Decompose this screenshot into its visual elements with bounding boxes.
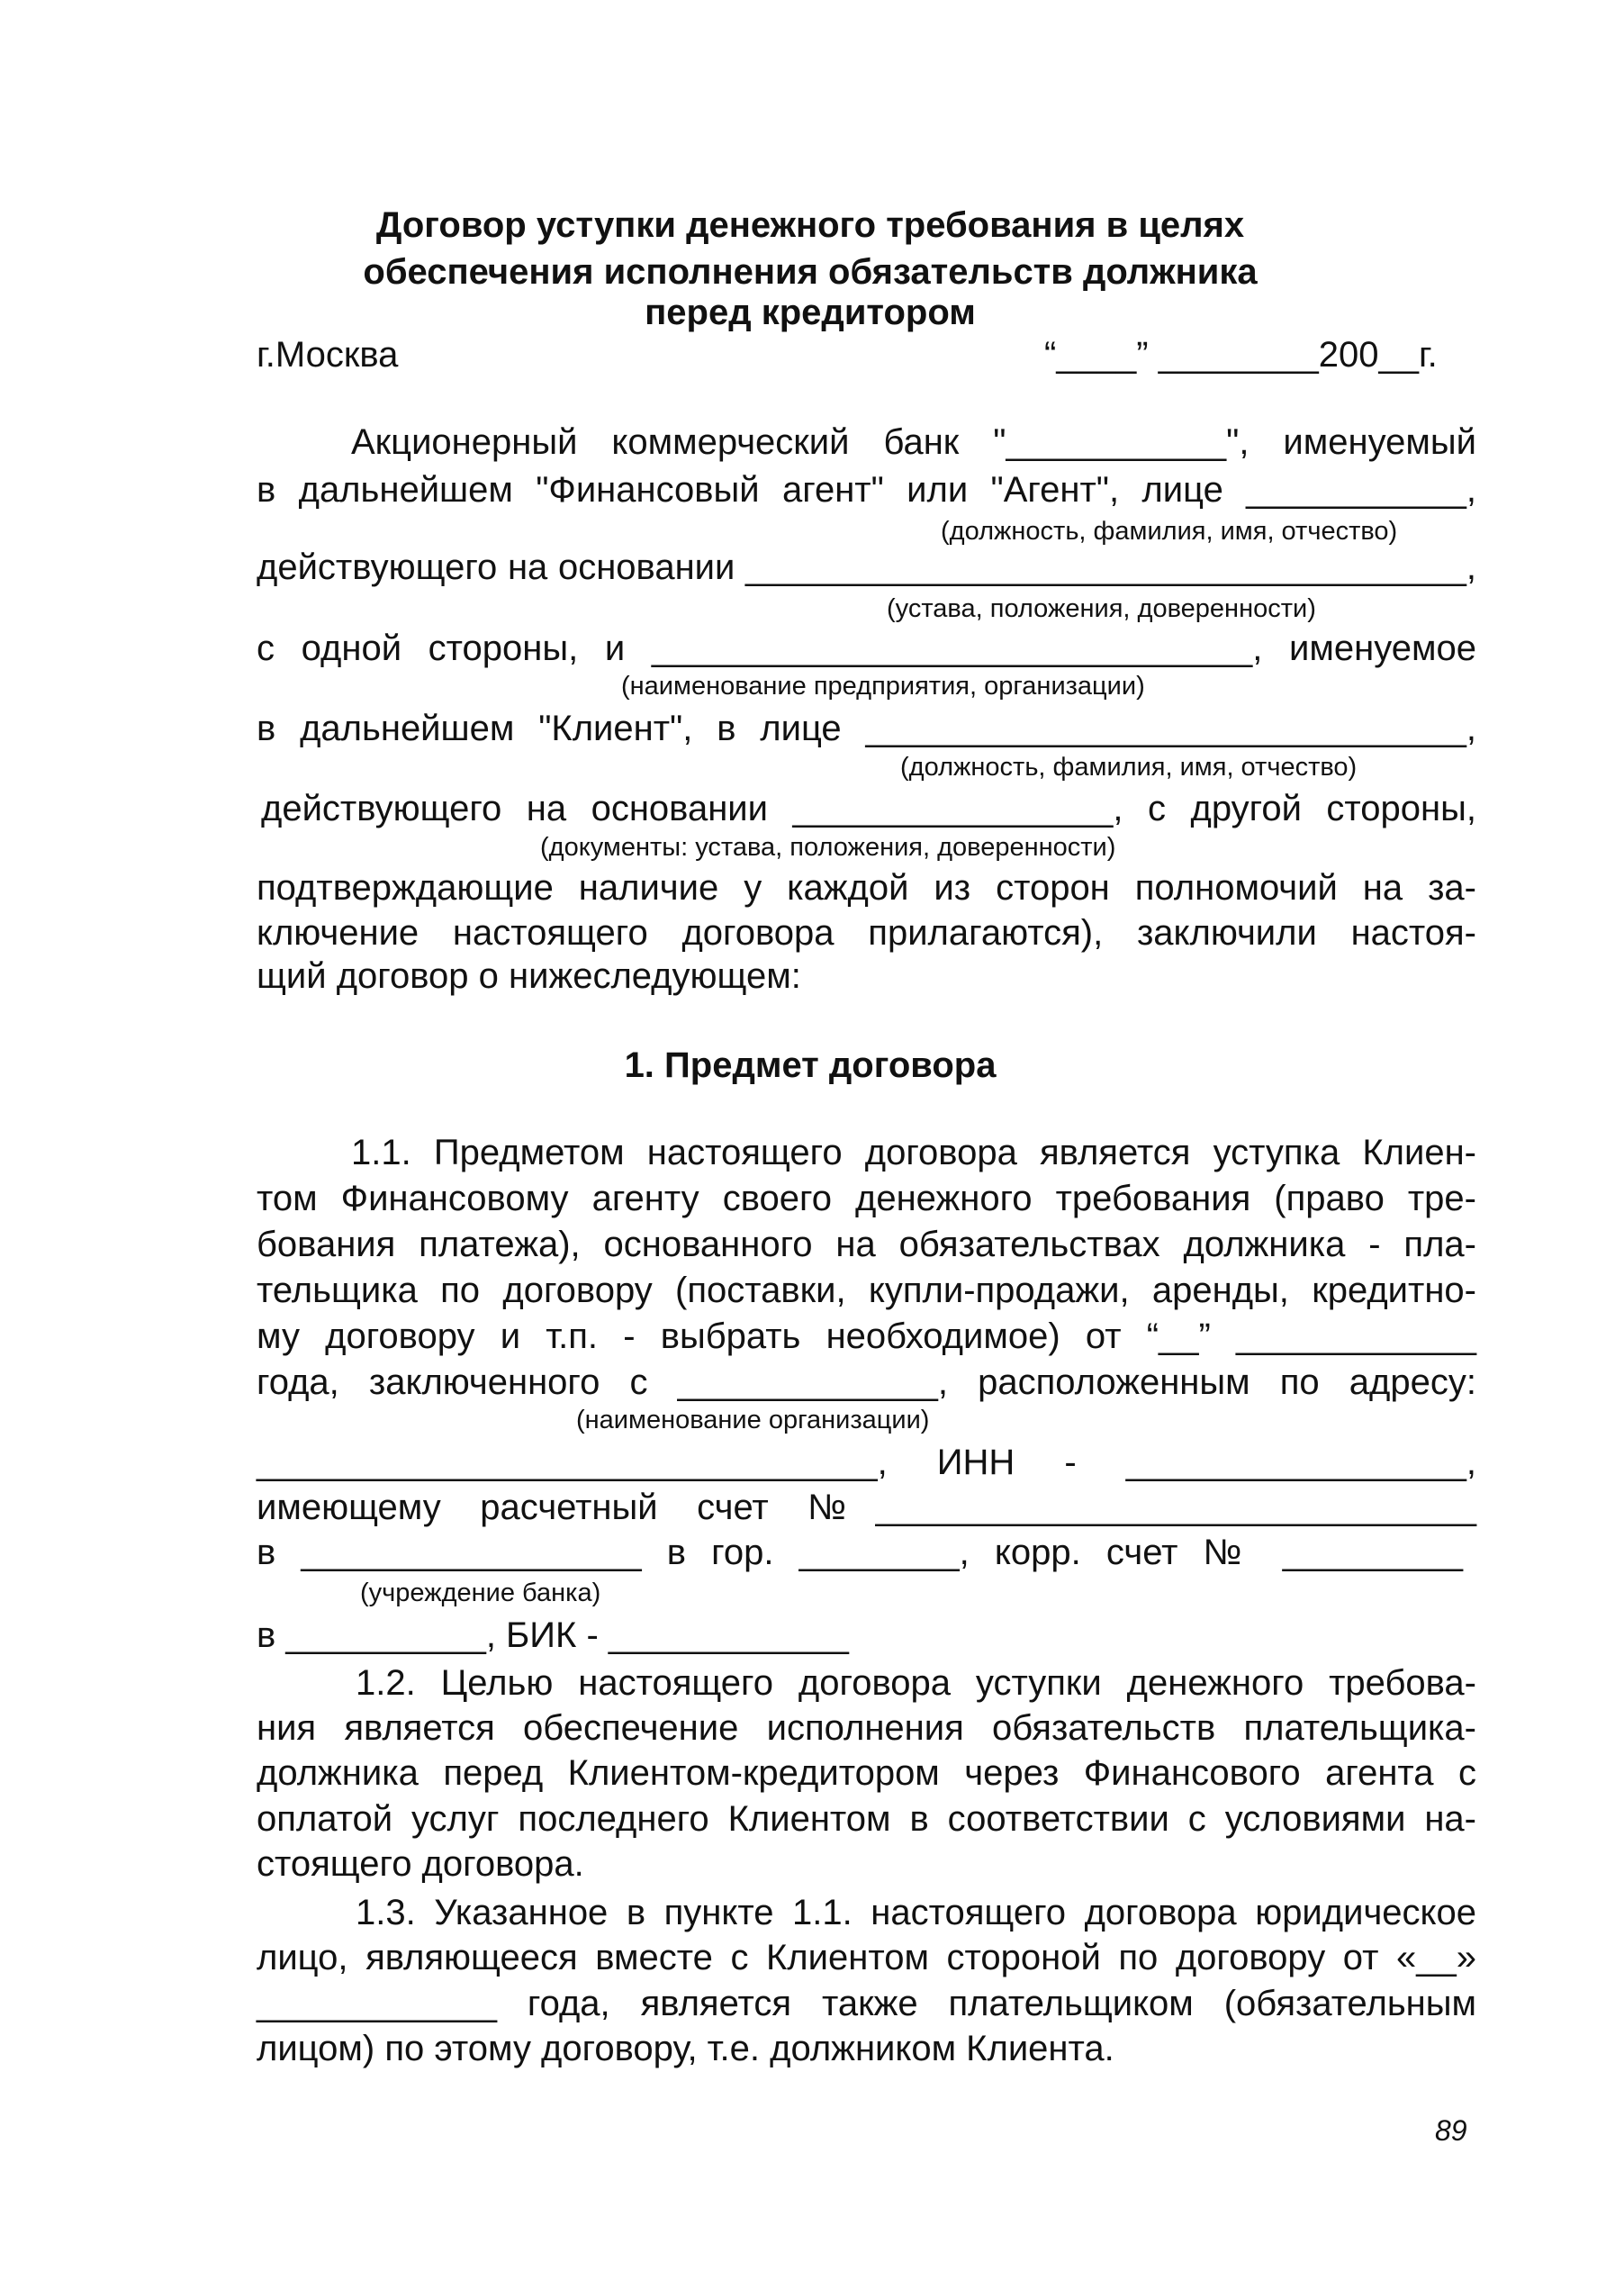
clause-1-1-line: тельщика по договору (поставки, купли-продажи, аренды, кредитно- xyxy=(257,1271,1476,1310)
caption-position-name: (должность, фамилия, имя, отчество) xyxy=(941,517,1398,546)
clause-1-3-line: лицо, являющееся вместе с Клиентом стороной по договору от «__» xyxy=(257,1938,1476,1977)
clause-1-3-line: лицом) по этому договору, т.е. должником Клиента. xyxy=(257,2029,1114,2068)
clause-1-1-line: в __________, БИК - ____________ xyxy=(257,1615,849,1655)
caption-position-name-2: (должность, фамилия, имя, отчество) xyxy=(900,753,1358,782)
caption-basis-doc: (устава, положения, доверенности) xyxy=(887,594,1316,623)
preamble-line: ключение настоящего договора прилагаются), заключили настоя- xyxy=(257,913,1476,953)
clause-1-2-line: оплатой услуг последнего Клиентом в соответствии с условиями на- xyxy=(257,1799,1476,1839)
preamble-line: в дальнейшем "Клиент", в лице ______________________________, xyxy=(257,709,1476,748)
page-number: 89 xyxy=(1435,2114,1467,2147)
clause-1-2-line: ния является обеспечение исполнения обязательств плательщика- xyxy=(257,1708,1476,1748)
document-title-line-2: обеспечения исполнения обязательств должника xyxy=(363,252,1258,292)
clause-1-2-line: должника перед Клиентом-кредитором через Финансового агента с xyxy=(257,1753,1476,1793)
caption-organization-name: (наименование организации) xyxy=(576,1406,930,1434)
clause-1-1-line: 1.1. Предметом настоящего договора является уступка Клиен- xyxy=(351,1133,1476,1172)
preamble-line: действующего на основании ____________________________________, xyxy=(257,547,1476,587)
section-heading: 1. Предмет договора xyxy=(624,1045,997,1085)
caption-documents: (документы: устава, положения, доверенности) xyxy=(540,833,1116,862)
clause-1-1-line: бования платежа), основанного на обязательствах должника - пла- xyxy=(257,1225,1476,1264)
clause-1-3-line: 1.3. Указанное в пункте 1.1. настоящего договора юридическое xyxy=(356,1893,1476,1932)
date-field: “____” ________200__г. xyxy=(1044,335,1438,375)
clause-1-1-line: имеющему расчетный счет №______________________________ xyxy=(257,1488,1476,1527)
clause-1-1-line: том Финансовому агенту своего денежного требования (право тре- xyxy=(257,1179,1476,1218)
document-title-line-3: перед кредитором xyxy=(645,293,976,332)
clause-1-2-line: стоящего договора. xyxy=(257,1844,584,1884)
caption-organization: (наименование предприятия, организации) xyxy=(621,672,1145,701)
document-title-line-1: Договор уступки денежного требования в целях xyxy=(375,205,1245,245)
clause-1-1-line: му договору и т.п. - выбрать необходимое) от “__” ____________ xyxy=(257,1316,1476,1356)
preamble-line: с одной стороны, и ______________________________, именуемое xyxy=(257,629,1476,668)
preamble-line: действующего на основании ________________, с другой стороны, xyxy=(261,789,1476,828)
clause-1-1-line: _______________________________, ИНН - _________________, xyxy=(257,1443,1476,1482)
preamble-line: щий договор о нижеследующем: xyxy=(257,956,801,996)
place: г.Москва xyxy=(257,335,399,375)
clause-1-2-line: 1.2. Целью настоящего договора уступки денежного требова- xyxy=(356,1663,1476,1703)
preamble-line: в дальнейшем "Финансовый агент" или "Агент", лице ___________, xyxy=(257,470,1476,510)
clause-1-1-line: в _________________ в гор. ________, корр. счет № _________ xyxy=(257,1533,1463,1572)
preamble-line: подтверждающие наличие у каждой из сторон полномочий на за- xyxy=(257,868,1476,908)
clause-1-1-line: года, заключенного с _____________, расположенным по адресу: xyxy=(257,1362,1476,1402)
preamble-line: Акционерный коммерческий банк "___________", именуемый xyxy=(351,422,1476,462)
caption-bank: (учреждение банка) xyxy=(360,1579,601,1607)
clause-1-3-line: ____________ года, является также плательщиком (обязательным xyxy=(257,1984,1476,2023)
